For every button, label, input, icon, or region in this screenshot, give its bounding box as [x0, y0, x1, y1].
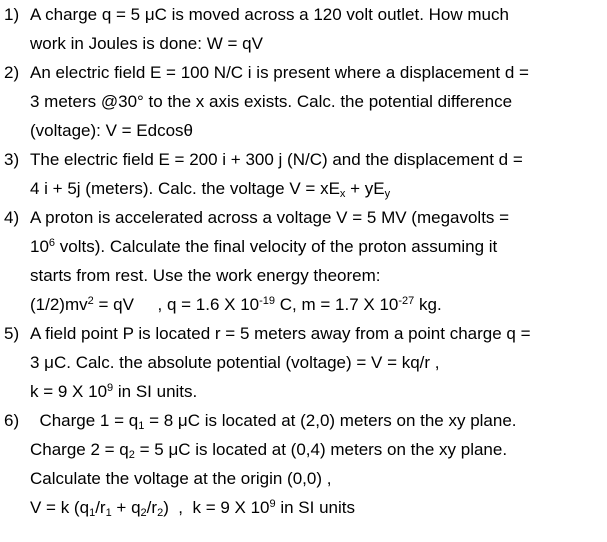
superscript: 2: [87, 295, 94, 307]
problem-text-line: A charge q = 5 μC is moved across a 120 volt outlet. How much: [30, 5, 509, 24]
problem-number: 5): [4, 324, 20, 343]
subscript: 2: [140, 507, 147, 519]
problem-text-line: A field point P is located r = 5 meters away from a point charge q =: [30, 324, 531, 343]
text-run: /r: [146, 498, 158, 517]
subscript: 1: [89, 507, 96, 519]
subscript: 1: [105, 507, 112, 519]
problem-text-line: work in Joules is done: W = qV: [30, 34, 263, 53]
superscript: 9: [269, 498, 276, 510]
superscript: -19: [259, 295, 276, 307]
subscript: y: [384, 188, 391, 200]
subscript: 2: [157, 507, 164, 519]
problem-text-line: 3 μC. Calc. the absolute potential (voltage) = V = kq/r ,: [30, 353, 440, 372]
problem-text-line: [30, 178, 390, 207]
problem-text-line: [30, 294, 442, 323]
subscript: 2: [128, 449, 135, 461]
problem-number: 6): [4, 411, 20, 430]
problem-text-line: 3 meters @30° to the x axis exists. Calc. the potential difference: [30, 92, 513, 111]
text-run: + q: [111, 498, 141, 517]
subscript: x: [339, 188, 346, 200]
text-run: + yE: [345, 179, 385, 198]
problem-number: 3): [4, 150, 20, 169]
problem-text-line: Calculate the voltage at the origin (0,0) ,: [30, 469, 332, 488]
problem-text-line: [30, 381, 197, 410]
text-run: V = k (q: [30, 498, 90, 517]
problem-number: 4): [4, 208, 20, 227]
problem-number: 2): [4, 63, 20, 82]
problem-text-line: A proton is accelerated across a voltage V = 5 MV (megavolts =: [30, 208, 510, 227]
text-run: = 8 μC is located at (2,0) meters on the xy plane.: [144, 411, 517, 430]
superscript: 6: [48, 237, 56, 249]
text-run: in SI units.: [113, 382, 198, 401]
text-run: in SI units: [275, 498, 355, 517]
text-run: volts). Calculate the final velocity of the proton assuming it: [55, 237, 498, 256]
text-run: Charge 2 = q: [30, 440, 129, 459]
text-run: C, m = 1.7 X 10: [275, 295, 399, 314]
text-run: 10: [30, 237, 49, 256]
text-run: Charge 1 = q: [30, 411, 139, 430]
problem-number: 1): [4, 5, 20, 24]
text-run: ) , k = 9 X 10: [163, 498, 270, 517]
problem-text-line: [30, 236, 497, 265]
problem-text-line: [30, 410, 517, 439]
problem-text-line: [30, 497, 355, 526]
superscript: -27: [398, 295, 415, 307]
text-run: k = 9 X 10: [30, 382, 108, 401]
superscript: 9: [107, 382, 114, 394]
text-run: kg.: [414, 295, 442, 314]
problem-text-line: (voltage): V = Edcosθ: [30, 121, 194, 140]
text-run: /r: [95, 498, 106, 517]
subscript: 1: [138, 420, 145, 432]
text-run: = 5 μC is located at (0,4) meters on the xy plane.: [134, 440, 508, 459]
problem-text-line: [30, 439, 507, 468]
text-run: 4 i + 5j (meters). Calc. the voltage V = xE: [30, 179, 340, 198]
problem-text-line: The electric field E = 200 i + 300 j (N/C) and the displacement d =: [30, 150, 523, 169]
text-run: = qV , q = 1.6 X 10: [93, 295, 260, 314]
problem-text-line: An electric field E = 100 N/C i is present where a displacement d =: [30, 63, 529, 82]
problem-text-line: starts from rest. Use the work energy theorem:: [30, 266, 381, 285]
text-run: (1/2)mv: [30, 295, 88, 314]
